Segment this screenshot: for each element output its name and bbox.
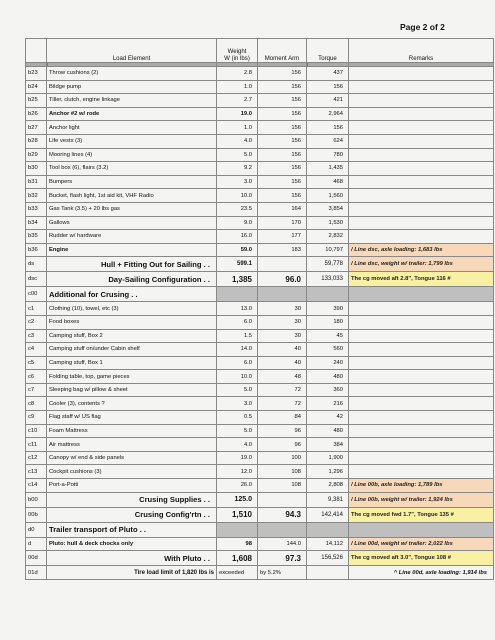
remarks-cell	[349, 383, 494, 397]
weight-value	[217, 522, 258, 537]
load-table	[25, 38, 494, 580]
load-element: Day-Sailing Configuration . .	[47, 272, 217, 287]
torque-value	[307, 566, 349, 580]
torque-value: 2,832	[307, 230, 349, 244]
weight-value: 599.1	[217, 257, 258, 272]
moment-arm-value: 96	[258, 424, 307, 438]
moment-arm-value: 100	[258, 451, 307, 465]
torque-value: 468	[307, 175, 349, 189]
moment-arm-value: 48	[258, 370, 307, 384]
load-element: Food boxes	[47, 315, 217, 329]
row-id: c10	[26, 424, 47, 438]
moment-arm-value: 84	[258, 411, 307, 425]
load-element: Canopy w/ end & side panels	[47, 451, 217, 465]
weight-value: 16.0	[217, 230, 258, 244]
header-weight: Weight W (in lbs)	[217, 39, 258, 63]
moment-arm-value: 96	[258, 438, 307, 452]
moment-arm-value: 156	[258, 80, 307, 94]
torque-value: 42	[307, 411, 349, 425]
remarks-cell	[349, 356, 494, 370]
row-id: c9	[26, 411, 47, 425]
load-element: Anchor #2 w/ rode	[47, 107, 217, 121]
table-row	[26, 465, 494, 479]
remarks-cell	[349, 175, 494, 189]
torque-value: 437	[307, 67, 349, 81]
row-id: b34	[26, 216, 47, 230]
row-id: c1	[26, 302, 47, 316]
table-row	[26, 438, 494, 452]
load-element: Foam Mattress	[47, 424, 217, 438]
table-row	[26, 370, 494, 384]
load-element: Flag staff w/ US flag	[47, 411, 217, 425]
table-row	[26, 272, 494, 287]
torque-value: 156,526	[307, 551, 349, 566]
torque-value: 560	[307, 343, 349, 357]
torque-value: 624	[307, 134, 349, 148]
weight-value: 59.0	[217, 243, 258, 257]
remarks-cell: / Line 00d, weight w/ trailer: 2,022 lbs	[349, 537, 494, 551]
load-element: Life vests (3)	[47, 134, 217, 148]
remarks-cell	[349, 370, 494, 384]
table-row	[26, 94, 494, 108]
weight-value: 23.5	[217, 202, 258, 216]
torque-value: 360	[307, 383, 349, 397]
weight-value: 98	[217, 537, 258, 551]
table-row	[26, 315, 494, 329]
remarks-cell	[349, 438, 494, 452]
row-id: c14	[26, 479, 47, 493]
table-row	[26, 566, 494, 580]
weight-value: 9.0	[217, 216, 258, 230]
remarks-cell	[349, 216, 494, 230]
moment-arm-value: 144.0	[258, 537, 307, 551]
torque-value: 390	[307, 302, 349, 316]
remarks-cell	[349, 465, 494, 479]
torque-value: 384	[307, 438, 349, 452]
weight-value: 1.0	[217, 80, 258, 94]
remarks-cell	[349, 148, 494, 162]
moment-arm-value: 96.0	[258, 272, 307, 287]
row-id: b35	[26, 230, 47, 244]
row-id: c4	[26, 343, 47, 357]
moment-arm-value: by 5.2%	[258, 566, 307, 580]
table-row	[26, 80, 494, 94]
moment-arm-value: 164	[258, 202, 307, 216]
weight-value: 2.7	[217, 94, 258, 108]
row-id: b30	[26, 162, 47, 176]
table-row	[26, 383, 494, 397]
remarks-cell: / Line 00b, weight w/ trailer: 1,924 lbs	[349, 492, 494, 507]
table-row	[26, 411, 494, 425]
load-element: Bumpers	[47, 175, 217, 189]
table-row	[26, 189, 494, 203]
table-row	[26, 397, 494, 411]
remarks-cell	[349, 202, 494, 216]
torque-value	[307, 522, 349, 537]
load-element: Additional for Crusing . .	[47, 287, 217, 302]
table-row	[26, 287, 494, 302]
torque-value: 1,296	[307, 465, 349, 479]
table-row	[26, 479, 494, 493]
torque-value: 156	[307, 121, 349, 135]
row-id: d	[26, 537, 47, 551]
moment-arm-value: 156	[258, 107, 307, 121]
remarks-cell	[349, 189, 494, 203]
moment-arm-value: 72	[258, 397, 307, 411]
load-element: Bildge pump	[47, 80, 217, 94]
table-row	[26, 537, 494, 551]
table-row	[26, 230, 494, 244]
moment-arm-value: 72	[258, 383, 307, 397]
table-row	[26, 424, 494, 438]
weight-value: 4.0	[217, 438, 258, 452]
row-id: b33	[26, 202, 47, 216]
torque-value: 1,560	[307, 189, 349, 203]
remarks-cell: / Line 00b, axle loading: 1,789 lbs	[349, 479, 494, 493]
row-id: b00	[26, 492, 47, 507]
remarks-cell	[349, 343, 494, 357]
row-id: b23	[26, 67, 47, 81]
moment-arm-value: 156	[258, 162, 307, 176]
page-number: Page 2 of 2	[400, 22, 445, 32]
weight-value: 10.0	[217, 189, 258, 203]
row-id: dsc	[26, 272, 47, 287]
moment-arm-value: 30	[258, 315, 307, 329]
row-id: b32	[26, 189, 47, 203]
load-element: Port-a-Potti	[47, 479, 217, 493]
remarks-cell: The cg moved aft 3.0", Tongue 108 #	[349, 551, 494, 566]
weight-value: 19.0	[217, 451, 258, 465]
torque-value: 240	[307, 356, 349, 370]
moment-arm-value: 177	[258, 230, 307, 244]
torque-value: 780	[307, 148, 349, 162]
row-id: b24	[26, 80, 47, 94]
torque-value: 3,854	[307, 202, 349, 216]
weight-value: 12.0	[217, 465, 258, 479]
weight-value: exceeded	[217, 566, 258, 580]
row-id: b28	[26, 134, 47, 148]
weight-value: 1,510	[217, 507, 258, 522]
torque-value	[307, 287, 349, 302]
torque-value: 156	[307, 80, 349, 94]
load-element: Throw cushions (2)	[47, 67, 217, 81]
table-row	[26, 121, 494, 135]
load-element: Air mattress	[47, 438, 217, 452]
load-element: Clothing (10), towel, etc (3)	[47, 302, 217, 316]
weight-value: 5.0	[217, 383, 258, 397]
table-row	[26, 162, 494, 176]
weight-value: 14.0	[217, 343, 258, 357]
load-element: Camping stuff, Box 1	[47, 356, 217, 370]
row-id: b31	[26, 175, 47, 189]
row-id: c7	[26, 383, 47, 397]
torque-value: 45	[307, 329, 349, 343]
table-row	[26, 107, 494, 121]
torque-value: 2,808	[307, 479, 349, 493]
table-row	[26, 356, 494, 370]
row-id: c13	[26, 465, 47, 479]
row-id: c12	[26, 451, 47, 465]
row-id: b36	[26, 243, 47, 257]
torque-value: 1,900	[307, 451, 349, 465]
table-row	[26, 67, 494, 81]
torque-value: 480	[307, 370, 349, 384]
moment-arm-value: 156	[258, 189, 307, 203]
weight-value: 9.2	[217, 162, 258, 176]
load-element: With Pluto . .	[47, 551, 217, 566]
remarks-cell	[349, 397, 494, 411]
torque-value: 421	[307, 94, 349, 108]
remarks-cell	[349, 94, 494, 108]
torque-value: 14,112	[307, 537, 349, 551]
moment-arm-value	[258, 492, 307, 507]
remarks-cell	[349, 67, 494, 81]
load-element: Tool box (6), flairs (3.2)	[47, 162, 217, 176]
weight-value	[217, 287, 258, 302]
row-id: 00d	[26, 551, 47, 566]
weight-value: 2.8	[217, 67, 258, 81]
load-element: Anchor light	[47, 121, 217, 135]
torque-value: 180	[307, 315, 349, 329]
moment-arm-value: 170	[258, 216, 307, 230]
weight-value: 13.0	[217, 302, 258, 316]
load-element: Cooler (3), contents ?	[47, 397, 217, 411]
weight-value: 6.0	[217, 356, 258, 370]
load-element: Tire load limit of 1,820 lbs is	[47, 566, 217, 580]
remarks-cell	[349, 315, 494, 329]
remarks-cell	[349, 302, 494, 316]
weight-value: 125.0	[217, 492, 258, 507]
weight-value: 5.0	[217, 424, 258, 438]
moment-arm-value: 156	[258, 121, 307, 135]
table-row	[26, 522, 494, 537]
table-row	[26, 302, 494, 316]
remarks-cell	[349, 162, 494, 176]
weight-value: 26.0	[217, 479, 258, 493]
table-row	[26, 134, 494, 148]
moment-arm-value: 30	[258, 302, 307, 316]
moment-arm-value: 156	[258, 175, 307, 189]
load-element: Bucket, flash light, 1st aid kit, VHF Radio	[47, 189, 217, 203]
moment-arm-value: 94.3	[258, 507, 307, 522]
remarks-cell	[349, 451, 494, 465]
header-id	[26, 39, 47, 63]
weight-value: 10.0	[217, 370, 258, 384]
moment-arm-value: 30	[258, 329, 307, 343]
weight-value: 1,608	[217, 551, 258, 566]
moment-arm-value: 108	[258, 465, 307, 479]
weight-value: 19.0	[217, 107, 258, 121]
header-moment-arm: Moment Arm	[258, 39, 307, 63]
torque-value: 142,414	[307, 507, 349, 522]
row-id: c3	[26, 329, 47, 343]
load-element: Mooring lines (4)	[47, 148, 217, 162]
row-id: 00b	[26, 507, 47, 522]
remarks-cell	[349, 121, 494, 135]
moment-arm-value: 97.3	[258, 551, 307, 566]
row-id: d0	[26, 522, 47, 537]
weight-value: 3.0	[217, 397, 258, 411]
remarks-cell	[349, 329, 494, 343]
weight-value: 5.0	[217, 148, 258, 162]
table-row	[26, 551, 494, 566]
remarks-cell	[349, 411, 494, 425]
table-row	[26, 343, 494, 357]
header-torque: Torque	[307, 39, 349, 63]
torque-value: 10,797	[307, 243, 349, 257]
torque-value: 1,530	[307, 216, 349, 230]
torque-value: 216	[307, 397, 349, 411]
row-id: c8	[26, 397, 47, 411]
remarks-cell: The cg moved fwd 1.7", Tongue 135 #	[349, 507, 494, 522]
row-id: c11	[26, 438, 47, 452]
load-element: Crusing Config'rtn . .	[47, 507, 217, 522]
load-element: Hull + Fitting Out for Sailing . .	[47, 257, 217, 272]
torque-value: 1,435	[307, 162, 349, 176]
row-id: ds	[26, 257, 47, 272]
row-id: c5	[26, 356, 47, 370]
row-id: b26	[26, 107, 47, 121]
header-load-element: Load Element	[47, 39, 217, 63]
remarks-cell	[349, 424, 494, 438]
weight-value: 0.5	[217, 411, 258, 425]
table-row	[26, 507, 494, 522]
header-row	[26, 39, 494, 63]
weight-value: 3.0	[217, 175, 258, 189]
moment-arm-value: 156	[258, 148, 307, 162]
moment-arm-value	[258, 257, 307, 272]
moment-arm-value: 40	[258, 343, 307, 357]
table-row	[26, 175, 494, 189]
weight-value: 4.0	[217, 134, 258, 148]
load-element: Tiller, clutch, engine linkage	[47, 94, 217, 108]
remarks-cell	[349, 522, 494, 537]
torque-value: 2,964	[307, 107, 349, 121]
load-element: Rudder w/ hardware	[47, 230, 217, 244]
table-row	[26, 257, 494, 272]
remarks-cell	[349, 107, 494, 121]
remarks-cell	[349, 230, 494, 244]
table-row	[26, 492, 494, 507]
remarks-cell: The cg moved aft 2.8", Tongue 116 #	[349, 272, 494, 287]
load-element: Sleeping bag w/ pillow & sheet	[47, 383, 217, 397]
row-id: c00	[26, 287, 47, 302]
table-row	[26, 216, 494, 230]
load-element: Gallows	[47, 216, 217, 230]
table-row	[26, 202, 494, 216]
weight-value: 1,385	[217, 272, 258, 287]
weight-value: 1.0	[217, 121, 258, 135]
torque-value: 480	[307, 424, 349, 438]
load-element: Folding table, top, game pieces	[47, 370, 217, 384]
table-row	[26, 243, 494, 257]
row-id: c2	[26, 315, 47, 329]
header-remarks: Remarks	[349, 39, 494, 63]
remarks-cell: ^ Line 00d, axle loading: 1,914 lbs	[349, 566, 494, 580]
table-row	[26, 329, 494, 343]
table-row	[26, 148, 494, 162]
moment-arm-value: 40	[258, 356, 307, 370]
row-id: b29	[26, 148, 47, 162]
torque-value: 59,778	[307, 257, 349, 272]
load-element: Trailer transport of Pluto . .	[47, 522, 217, 537]
remarks-cell	[349, 80, 494, 94]
torque-value: 9,381	[307, 492, 349, 507]
load-element: Camping stuff, Box 2	[47, 329, 217, 343]
remarks-cell: / Line dsc, axle loading: 1,683 lbs	[349, 243, 494, 257]
torque-value: 133,033	[307, 272, 349, 287]
weight-value: 6.0	[217, 315, 258, 329]
load-element: Gas Tank (3.5) + 20 lbs gas	[47, 202, 217, 216]
moment-arm-value: 108	[258, 479, 307, 493]
row-id: b27	[26, 121, 47, 135]
load-element: Pluto: hull & deck chocks only	[47, 537, 217, 551]
row-id: c6	[26, 370, 47, 384]
remarks-cell: / Line dsc, weight w/ trailer: 1,799 lbs	[349, 257, 494, 272]
weight-value: 1.5	[217, 329, 258, 343]
row-id: b25	[26, 94, 47, 108]
load-element: Camping stuff on/under Cabin shelf	[47, 343, 217, 357]
remarks-cell	[349, 134, 494, 148]
moment-arm-value	[258, 522, 307, 537]
remarks-cell	[349, 287, 494, 302]
load-element: Cockpit cushions (3)	[47, 465, 217, 479]
moment-arm-value: 156	[258, 94, 307, 108]
row-id: 01d	[26, 566, 47, 580]
moment-arm-value: 156	[258, 67, 307, 81]
table-row	[26, 451, 494, 465]
moment-arm-value	[258, 287, 307, 302]
load-element: Engine	[47, 243, 217, 257]
moment-arm-value: 183	[258, 243, 307, 257]
load-element: Crusing Supplies . .	[47, 492, 217, 507]
moment-arm-value: 156	[258, 134, 307, 148]
